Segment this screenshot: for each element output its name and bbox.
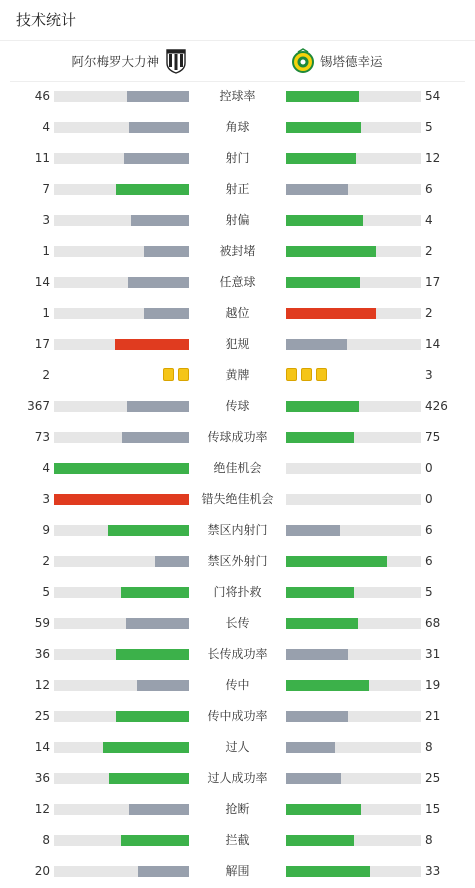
away-bar-track — [286, 773, 421, 784]
away-bar-fill — [286, 649, 348, 660]
home-cards — [163, 368, 189, 382]
home-value: 3 — [42, 492, 50, 506]
home-team-name: 阿尔梅罗大力神 — [71, 54, 159, 69]
home-bar-fill — [115, 339, 189, 350]
away-value: 68 — [425, 616, 441, 630]
home-value: 367 — [27, 399, 50, 413]
stat-row — [0, 484, 475, 515]
away-value: 31 — [425, 647, 441, 661]
home-bar-track — [54, 401, 189, 412]
stat-label: 过人 — [225, 740, 250, 754]
stat-label: 传中成功率 — [207, 709, 268, 723]
home-bar-track — [54, 742, 189, 753]
away-bar-track — [286, 308, 421, 319]
away-cards — [286, 368, 327, 382]
fortuna-sittard-crest-icon — [292, 48, 314, 74]
stat-label: 角球 — [225, 120, 250, 134]
away-bar-fill — [286, 804, 361, 815]
away-bar-fill — [286, 122, 361, 133]
away-bar-track — [286, 91, 421, 102]
home-value: 2 — [42, 368, 50, 382]
away-bar-fill — [286, 587, 354, 598]
away-bar-track — [286, 122, 421, 133]
away-value: 0 — [425, 492, 433, 506]
away-bar-track — [286, 680, 421, 691]
home-value: 3 — [42, 213, 50, 227]
home-value: 12 — [34, 802, 50, 816]
stat-row — [0, 205, 475, 236]
home-bar-fill — [129, 804, 189, 815]
home-bar-fill — [122, 432, 189, 443]
away-bar-fill — [286, 401, 359, 412]
away-bar-fill — [286, 246, 376, 257]
stat-label: 传球成功率 — [207, 430, 268, 444]
yellow-card-icon — [178, 368, 189, 381]
stat-label: 禁区外射门 — [207, 554, 268, 568]
away-team[interactable] — [292, 41, 383, 81]
stat-label: 控球率 — [219, 89, 256, 103]
teams-header — [10, 41, 465, 81]
stat-label: 黄牌 — [225, 368, 250, 382]
home-value: 14 — [34, 740, 50, 754]
away-bar-fill — [286, 742, 335, 753]
stat-label: 射门 — [225, 151, 250, 165]
away-bar-track — [286, 184, 421, 195]
home-bar-track — [54, 339, 189, 350]
section-title: 技术统计 — [16, 11, 77, 29]
stat-label: 长传成功率 — [207, 647, 268, 661]
away-value: 8 — [425, 833, 433, 847]
stat-row — [0, 298, 475, 329]
stat-label: 门将扑救 — [213, 585, 262, 599]
away-bar-fill — [286, 866, 370, 877]
home-value: 2 — [42, 554, 50, 568]
home-bar-fill — [121, 587, 189, 598]
home-value: 4 — [42, 120, 50, 134]
away-bar-fill — [286, 432, 354, 443]
away-value: 4 — [425, 213, 433, 227]
stat-label: 过人成功率 — [207, 771, 268, 785]
home-value: 46 — [34, 89, 50, 103]
home-bar-track — [54, 587, 189, 598]
home-bar-track — [54, 308, 189, 319]
away-bar-track — [286, 432, 421, 443]
yellow-card-icon — [316, 368, 327, 381]
away-value: 25 — [425, 771, 441, 785]
home-bar-track — [54, 215, 189, 226]
home-value: 11 — [34, 151, 50, 165]
away-bar-track — [286, 153, 421, 164]
home-value: 4 — [42, 461, 50, 475]
stat-row — [0, 329, 475, 360]
home-bar-track — [54, 184, 189, 195]
yellow-card-icon — [163, 368, 174, 381]
away-bar-track — [286, 866, 421, 877]
stat-row — [0, 732, 475, 763]
home-team[interactable] — [71, 41, 187, 81]
away-bar-track — [286, 835, 421, 846]
home-bar-track — [54, 277, 189, 288]
stat-row — [0, 360, 475, 391]
home-bar-fill — [116, 649, 189, 660]
home-bar-fill — [155, 556, 189, 567]
away-value: 2 — [425, 244, 433, 258]
home-bar-fill — [116, 184, 189, 195]
stat-label: 长传 — [225, 616, 250, 630]
away-value: 3 — [425, 368, 433, 382]
yellow-card-icon — [286, 368, 297, 381]
stat-row — [0, 577, 475, 608]
away-bar-track — [286, 339, 421, 350]
stat-label: 禁区内射门 — [207, 523, 268, 537]
home-bar-track — [54, 494, 189, 505]
away-bar-fill — [286, 556, 387, 567]
stat-label: 传中 — [225, 678, 250, 692]
home-value: 36 — [34, 771, 50, 785]
stat-row — [0, 174, 475, 205]
home-bar-fill — [129, 122, 189, 133]
away-value: 2 — [425, 306, 433, 320]
stat-row — [0, 825, 475, 856]
stat-row — [0, 453, 475, 484]
away-value: 15 — [425, 802, 441, 816]
away-bar-fill — [286, 277, 360, 288]
stat-row — [0, 608, 475, 639]
away-bar-fill — [286, 711, 348, 722]
home-bar-track — [54, 432, 189, 443]
away-value: 6 — [425, 182, 433, 196]
home-bar-fill — [103, 742, 189, 753]
home-bar-fill — [138, 866, 189, 877]
stat-row — [0, 391, 475, 422]
away-bar-track — [286, 587, 421, 598]
home-bar-fill — [127, 91, 189, 102]
away-team-name: 锡塔德幸运 — [320, 54, 383, 69]
stat-label: 越位 — [225, 306, 250, 320]
away-bar-track — [286, 742, 421, 753]
away-bar-fill — [286, 308, 376, 319]
home-bar-track — [54, 246, 189, 257]
away-value: 21 — [425, 709, 441, 723]
home-value: 36 — [34, 647, 50, 661]
away-bar-track — [286, 618, 421, 629]
home-bar-track — [54, 711, 189, 722]
stat-row — [0, 267, 475, 298]
stat-row — [0, 112, 475, 143]
stat-label: 射正 — [225, 182, 250, 196]
home-bar-track — [54, 680, 189, 691]
stat-label: 绝佳机会 — [213, 461, 262, 475]
home-bar-track — [54, 556, 189, 567]
home-value: 17 — [34, 337, 50, 351]
stat-label: 犯规 — [225, 337, 250, 351]
away-bar-fill — [286, 215, 363, 226]
away-bar-track — [286, 804, 421, 815]
away-bar-fill — [286, 339, 347, 350]
home-bar-track — [54, 804, 189, 815]
stat-row — [0, 236, 475, 267]
away-bar-track — [286, 525, 421, 536]
away-value: 6 — [425, 554, 433, 568]
away-bar-fill — [286, 618, 358, 629]
home-bar-fill — [116, 711, 189, 722]
stat-row — [0, 794, 475, 825]
home-bar-track — [54, 835, 189, 846]
home-value: 1 — [42, 244, 50, 258]
away-value: 54 — [425, 89, 441, 103]
stat-label: 拦截 — [225, 833, 250, 847]
away-value: 12 — [425, 151, 441, 165]
away-value: 19 — [425, 678, 441, 692]
away-value: 5 — [425, 585, 433, 599]
home-value: 7 — [42, 182, 50, 196]
away-bar-track — [286, 711, 421, 722]
home-bar-fill — [124, 153, 189, 164]
home-value: 8 — [42, 833, 50, 847]
home-value: 12 — [34, 678, 50, 692]
stat-row — [0, 701, 475, 732]
home-bar-track — [54, 525, 189, 536]
home-bar-track — [54, 649, 189, 660]
away-bar-track — [286, 215, 421, 226]
away-bar-fill — [286, 835, 354, 846]
away-bar-track — [286, 401, 421, 412]
home-value: 1 — [42, 306, 50, 320]
stat-label: 任意球 — [219, 275, 256, 289]
home-bar-fill — [109, 773, 189, 784]
home-bar-fill — [126, 618, 189, 629]
away-bar-track — [286, 463, 421, 474]
away-value: 0 — [425, 461, 433, 475]
away-bar-fill — [286, 680, 369, 691]
stat-row — [0, 515, 475, 546]
home-bar-fill — [54, 463, 189, 474]
home-bar-fill — [127, 401, 189, 412]
home-bar-fill — [131, 215, 189, 226]
stat-row — [0, 143, 475, 174]
home-bar-track — [54, 91, 189, 102]
home-value: 20 — [34, 864, 50, 878]
home-value: 5 — [42, 585, 50, 599]
stat-row — [0, 81, 475, 112]
home-bar-track — [54, 773, 189, 784]
stat-label: 被封堵 — [219, 244, 256, 258]
home-bar-track — [54, 618, 189, 629]
home-value: 25 — [34, 709, 50, 723]
away-value: 8 — [425, 740, 433, 754]
home-bar-track — [54, 153, 189, 164]
stat-row — [0, 546, 475, 577]
home-bar-fill — [108, 525, 189, 536]
home-bar-fill — [144, 308, 189, 319]
away-bar-fill — [286, 91, 359, 102]
away-bar-track — [286, 277, 421, 288]
away-value: 5 — [425, 120, 433, 134]
away-value: 75 — [425, 430, 441, 444]
stat-row — [0, 422, 475, 453]
home-bar-track — [54, 866, 189, 877]
stat-row — [0, 763, 475, 794]
stat-label: 抢断 — [225, 802, 250, 816]
stat-label: 错失绝佳机会 — [201, 492, 274, 506]
away-value: 6 — [425, 523, 433, 537]
away-bar-track — [286, 556, 421, 567]
away-bar-track — [286, 246, 421, 257]
yellow-card-icon — [301, 368, 312, 381]
home-bar-fill — [54, 494, 189, 505]
away-bar-fill — [286, 184, 348, 195]
home-bar-fill — [121, 835, 189, 846]
home-bar-fill — [144, 246, 189, 257]
home-value: 9 — [42, 523, 50, 537]
stat-label: 射偏 — [225, 213, 250, 227]
away-bar-track — [286, 649, 421, 660]
heracles-almelo-crest-icon — [165, 48, 187, 74]
home-bar-fill — [137, 680, 189, 691]
home-bar-track — [54, 122, 189, 133]
away-value: 426 — [425, 399, 448, 413]
home-value: 73 — [34, 430, 50, 444]
away-bar-track — [286, 494, 421, 505]
home-value: 14 — [34, 275, 50, 289]
away-value: 14 — [425, 337, 441, 351]
stat-row — [0, 670, 475, 701]
home-value: 59 — [34, 616, 50, 630]
away-value: 17 — [425, 275, 441, 289]
away-bar-fill — [286, 773, 341, 784]
away-value: 33 — [425, 864, 441, 878]
stat-row — [0, 856, 475, 887]
home-bar-fill — [128, 277, 189, 288]
away-bar-fill — [286, 525, 340, 536]
away-bar-fill — [286, 153, 356, 164]
stat-label: 传球 — [225, 399, 250, 413]
stat-row — [0, 639, 475, 670]
stat-label: 解围 — [225, 864, 250, 878]
home-bar-track — [54, 463, 189, 474]
